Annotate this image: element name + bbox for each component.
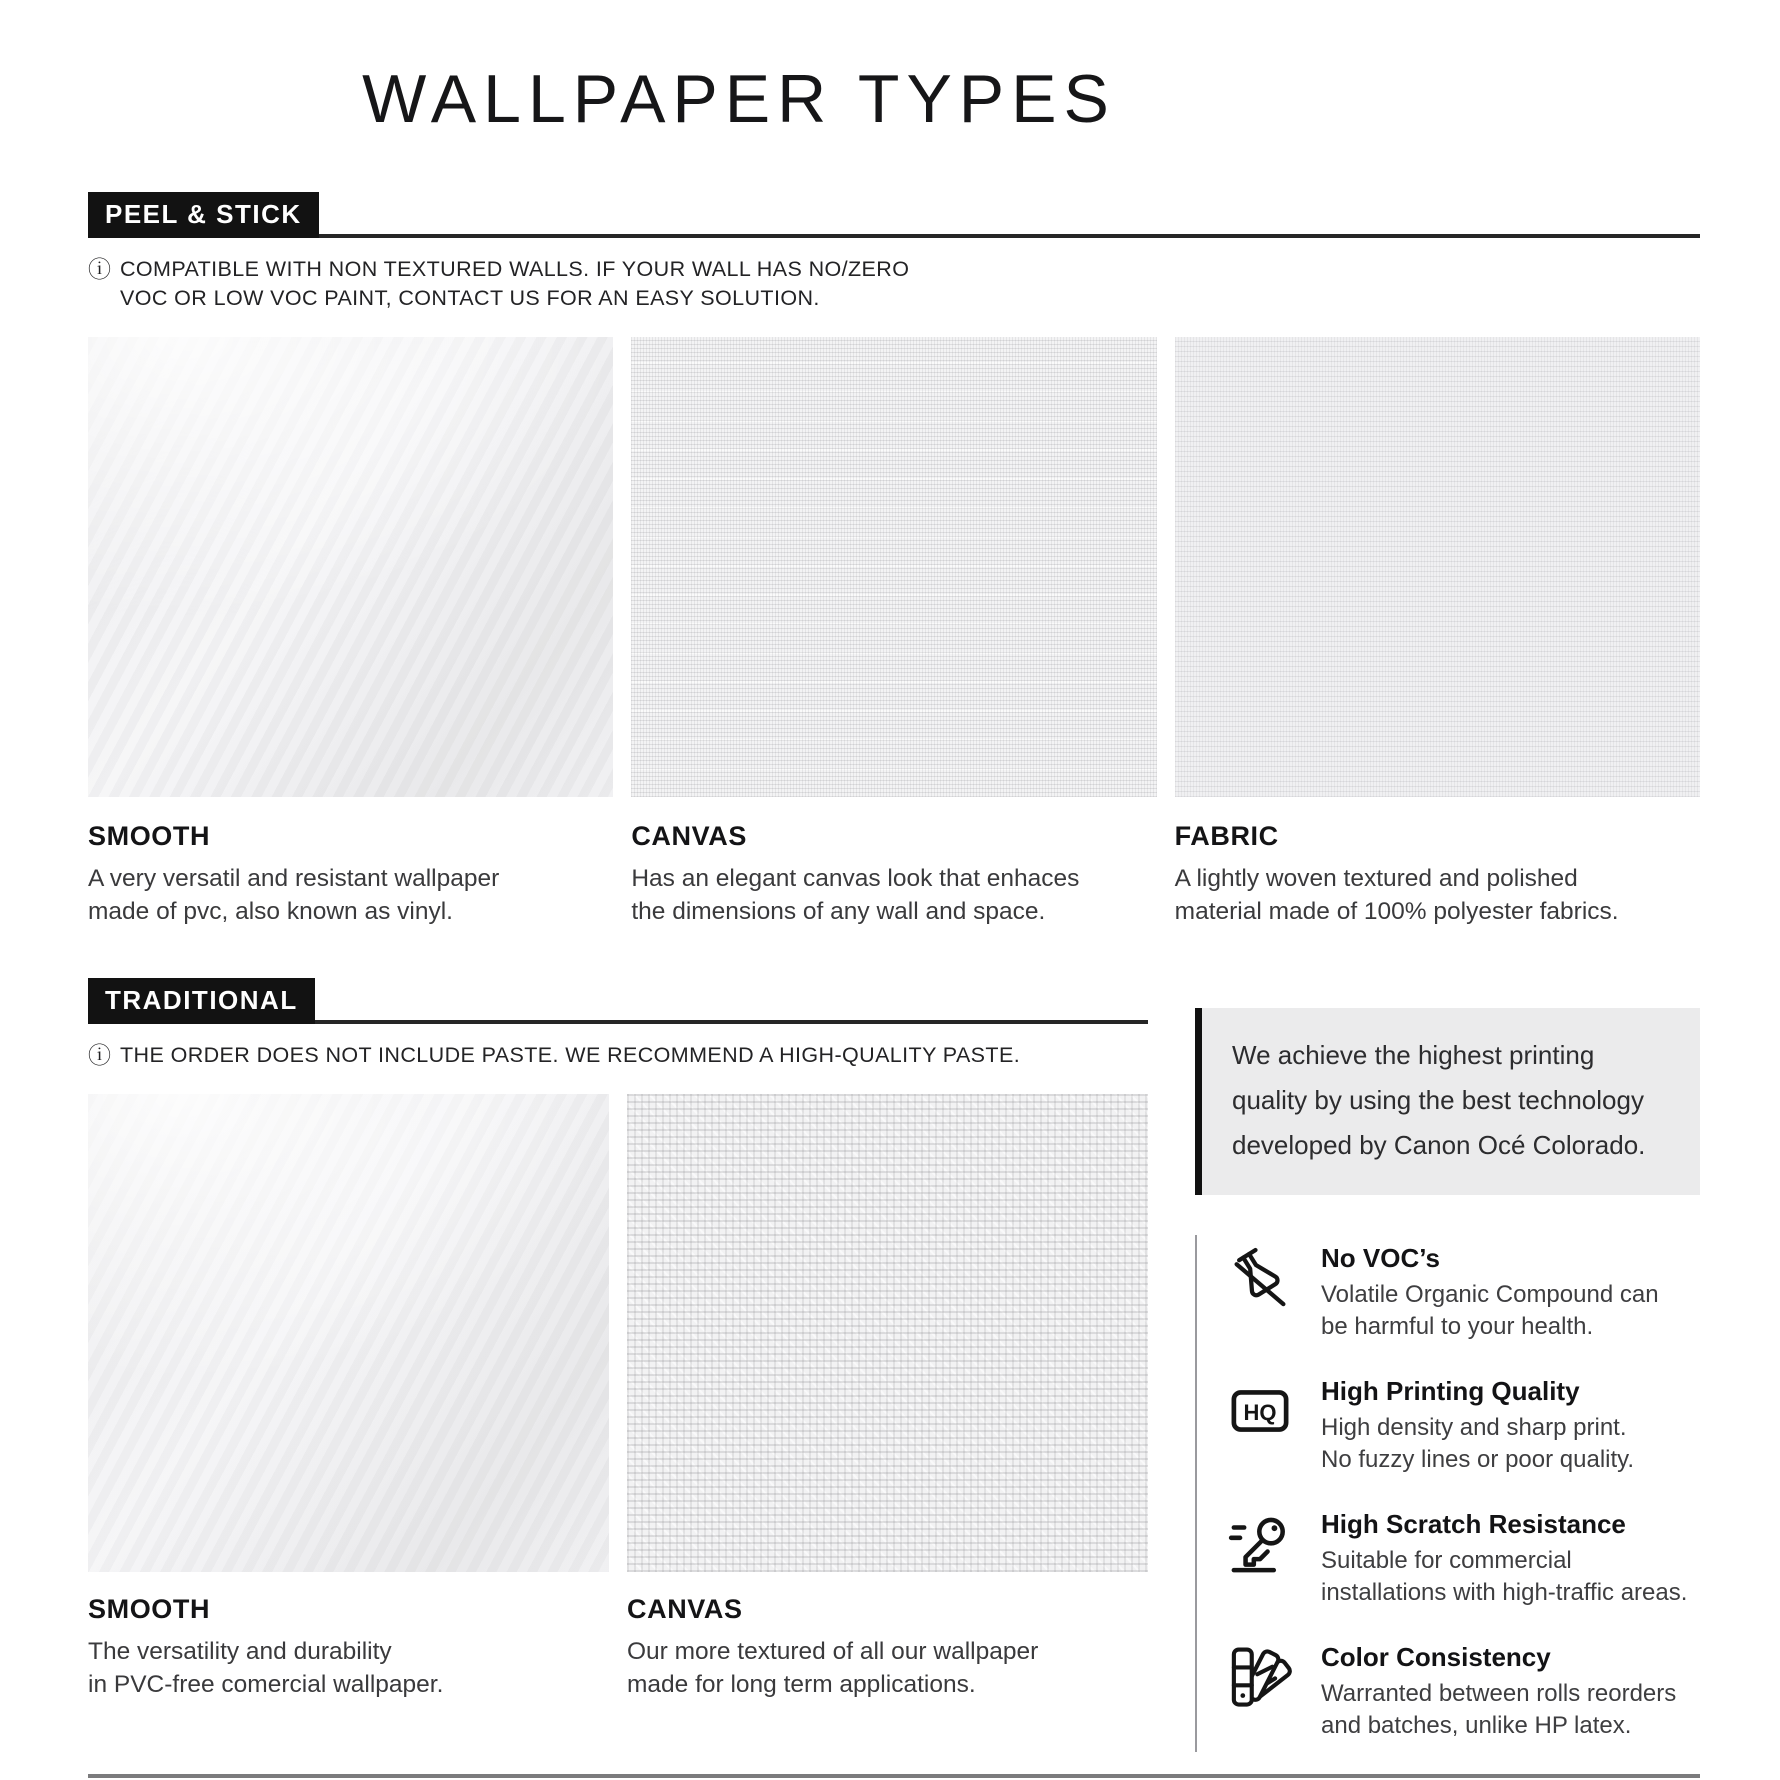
desc-line: Our more textured of all our wallpaper	[627, 1638, 1039, 1665]
feature-text	[1321, 1642, 1676, 1742]
traditional-note-text	[120, 1041, 1020, 1070]
swatch-name: SMOOTH	[88, 821, 211, 851]
swatch-label	[1175, 821, 1700, 928]
page-title: WALLPAPER TYPES	[362, 61, 1116, 137]
desc-line: material made of 100% polyester fabrics.	[1174, 898, 1619, 925]
quality-note-line: developed by Canon Océ Colorado.	[1232, 1130, 1646, 1160]
bottom-divider	[88, 1774, 1700, 1778]
fabric-texture-swatch	[1175, 337, 1700, 797]
title-wrap	[88, 0, 1390, 138]
feature-title: High Printing Quality	[1321, 1376, 1580, 1406]
quality-note-line: We achieve the highest printing	[1232, 1040, 1595, 1070]
lower-section	[88, 978, 1700, 1752]
desc-line: made of pvc, also known as vinyl.	[88, 898, 453, 925]
info-icon: ⓘ	[88, 1042, 111, 1068]
desc-line: Has an elegant canvas look that enhaces	[631, 865, 1080, 892]
feature-description	[1321, 1412, 1634, 1476]
desc-line: No fuzzy lines or poor quality.	[1321, 1446, 1635, 1473]
feature-description	[1321, 1678, 1676, 1742]
swatch-label	[88, 1594, 609, 1701]
feature-title: Color Consistency	[1321, 1642, 1551, 1672]
feature-description	[1321, 1279, 1659, 1343]
swatch-name: SMOOTH	[88, 1594, 211, 1624]
desc-line: installations with high-traffic areas.	[1321, 1579, 1688, 1606]
desc-line: in PVC-free comercial wallpaper.	[88, 1671, 444, 1698]
swatch-description	[627, 1635, 1148, 1701]
desc-line: Volatile Organic Compound can	[1321, 1281, 1659, 1308]
quality-note-line: quality by using the best technology	[1232, 1085, 1644, 1115]
desc-line: The versatility and durability	[88, 1638, 392, 1665]
feature-no-voc	[1227, 1243, 1700, 1343]
swatch-description	[88, 862, 613, 928]
feature-text	[1321, 1376, 1634, 1476]
peel-stick-note-text	[120, 255, 909, 313]
traditional-rule	[315, 1020, 1148, 1024]
note-line: COMPATIBLE WITH NON TEXTURED WALLS. IF YOUR WALL HAS NO/ZERO	[120, 257, 910, 281]
printing-quality-sidebar	[1195, 978, 1700, 1752]
feature-title: High Scratch Resistance	[1321, 1509, 1626, 1539]
svg-text:HQ: HQ	[1243, 1399, 1277, 1425]
swatch-label	[88, 821, 613, 928]
traditional-header	[88, 978, 1148, 1024]
traditional-note	[88, 1041, 1148, 1070]
swatch-name: FABRIC	[1174, 821, 1279, 851]
quality-callout-box	[1195, 1008, 1700, 1195]
swatch-name: CANVAS	[627, 1594, 743, 1624]
desc-line: made for long term applications.	[627, 1671, 976, 1698]
peel-stick-header	[88, 192, 1700, 238]
traditional-tag: TRADITIONAL	[88, 978, 315, 1024]
no-voc-flask-icon	[1227, 1243, 1299, 1311]
note-line: THE ORDER DOES NOT INCLUDE PASTE. WE RECOMMEND A HIGH-QUALITY PASTE.	[120, 1043, 1021, 1067]
smooth-texture-swatch	[88, 337, 613, 797]
peel-stick-swatches	[88, 337, 1700, 797]
canvas-texture-swatch	[627, 1094, 1148, 1572]
desc-line: A lightly woven textured and polished	[1174, 865, 1578, 892]
feature-description	[1321, 1545, 1687, 1609]
desc-line: Suitable for commercial	[1321, 1547, 1572, 1574]
desc-line: be harmful to your health.	[1321, 1313, 1594, 1340]
note-line: VOC OR LOW VOC PAINT, CONTACT US FOR AN EASY SOLUTION.	[120, 286, 820, 310]
swatch-label	[631, 821, 1156, 928]
feature-high-scratch-resistance	[1227, 1509, 1700, 1609]
hq-badge-icon	[1227, 1376, 1299, 1444]
desc-line: the dimensions of any wall and space.	[631, 898, 1046, 925]
peel-stick-note	[88, 255, 1700, 313]
info-icon: ⓘ	[88, 256, 111, 282]
traditional-swatch-labels	[88, 1594, 1148, 1701]
swatch-name: CANVAS	[631, 821, 747, 851]
key-scratch-icon	[1227, 1509, 1299, 1577]
feature-text	[1321, 1243, 1659, 1343]
feature-text	[1321, 1509, 1687, 1609]
feature-list	[1195, 1235, 1700, 1752]
swatch-description	[1175, 862, 1700, 928]
peel-stick-tag: PEEL & STICK	[88, 192, 319, 238]
canvas-texture-swatch	[631, 337, 1156, 797]
desc-line: High density and sharp print.	[1321, 1414, 1627, 1441]
swatch-description	[88, 1635, 609, 1701]
desc-line: Warranted between rolls reorders	[1321, 1680, 1677, 1707]
swatch-description	[631, 862, 1156, 928]
color-swatch-fan-icon	[1227, 1642, 1299, 1710]
peel-stick-rule	[319, 234, 1700, 238]
feature-title: No VOC’s	[1321, 1243, 1440, 1273]
desc-line: and batches, unlike HP latex.	[1321, 1712, 1632, 1739]
peel-stick-swatch-labels	[88, 821, 1700, 928]
desc-line: A very versatil and resistant wallpaper	[88, 865, 500, 892]
feature-color-consistency	[1227, 1642, 1700, 1742]
traditional-swatches	[88, 1094, 1148, 1572]
traditional-section	[88, 978, 1148, 1752]
swatch-label	[627, 1594, 1148, 1701]
feature-high-printing-quality	[1227, 1376, 1700, 1476]
smooth-texture-swatch	[88, 1094, 609, 1572]
